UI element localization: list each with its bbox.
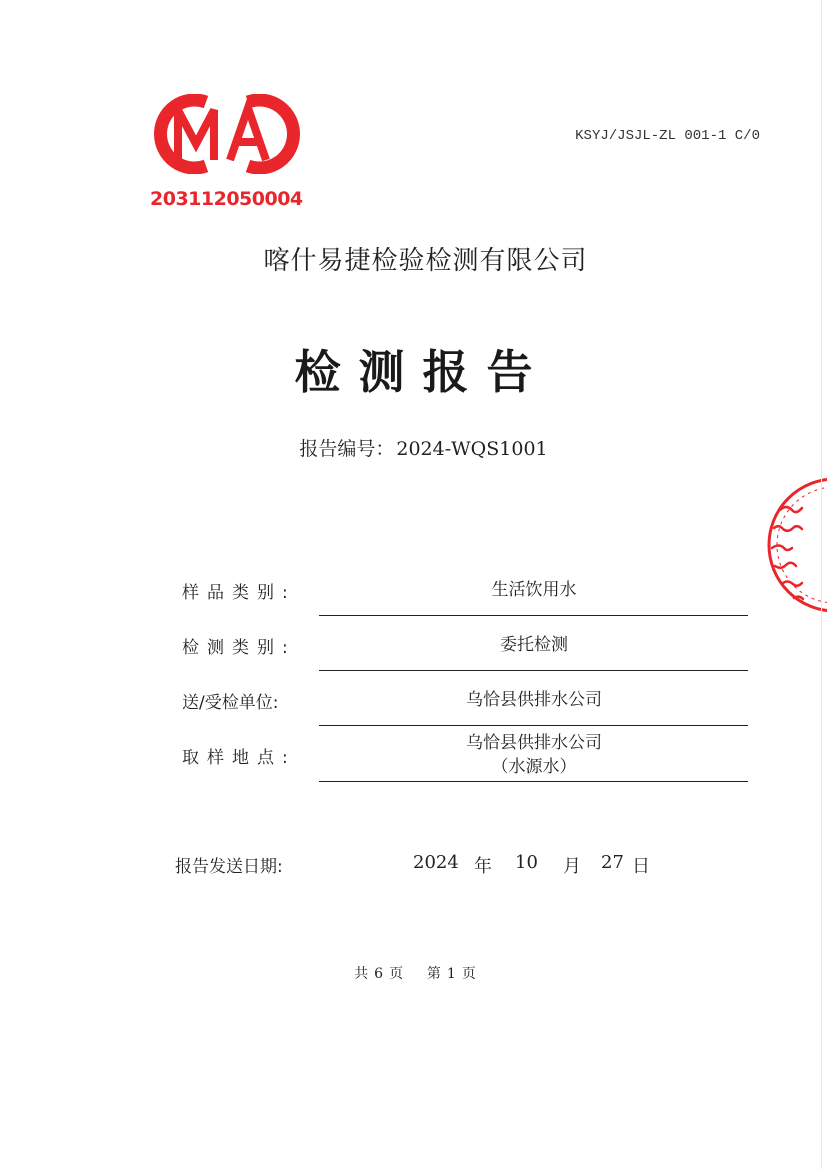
- report-number: [0, 434, 827, 461]
- underline: [319, 781, 748, 782]
- underline: [319, 725, 748, 726]
- report-title: 检测报告: [294, 345, 551, 399]
- send-date-year: 2024: [413, 852, 459, 873]
- send-date-month: 10: [515, 852, 538, 873]
- report-number-value: 2024-WQS1001: [396, 438, 548, 460]
- page-total-prefix: 共: [354, 966, 369, 982]
- document-code: KSYJ/JSJL-ZL 001-1 C/0: [575, 128, 760, 144]
- test-type-value: 委托检测: [500, 635, 568, 655]
- client-unit-label: 送/受检单位:: [182, 693, 279, 713]
- sampling-site-value: [320, 731, 748, 779]
- underline: [319, 670, 748, 671]
- page-current-prefix: 第: [426, 966, 441, 982]
- page-indicator: [0, 963, 827, 983]
- underline: [319, 615, 748, 616]
- send-date-month-unit: 月: [563, 856, 581, 877]
- send-date-day-unit: 日: [632, 856, 650, 877]
- cma-code: 203112050004: [150, 188, 303, 210]
- page-edge: [821, 0, 822, 1169]
- test-type-label: 检测类别:: [182, 638, 296, 658]
- sample-type-label: 样品类别:: [182, 583, 296, 603]
- sampling-site-line1: 乌恰县供排水公司: [466, 733, 602, 753]
- page-current-unit: 页: [461, 966, 476, 982]
- send-date-year-unit: 年: [474, 856, 492, 877]
- client-unit-value: 乌恰县供排水公司: [466, 690, 602, 710]
- sampling-site-label: 取样地点:: [182, 748, 296, 768]
- page-current: 1: [446, 966, 456, 982]
- send-date-day: 27: [601, 852, 624, 873]
- sample-type-value: 生活饮用水: [491, 580, 577, 600]
- sampling-site-line2: （水源水）: [491, 757, 577, 777]
- company-name: 喀什易捷检验检测有限公司: [263, 246, 588, 276]
- page-total: 6: [374, 966, 384, 982]
- cma-logo: [148, 94, 306, 174]
- page-total-unit: 页: [389, 966, 404, 982]
- report-number-label: 报告编号：: [299, 438, 395, 460]
- send-date-label: 报告发送日期:: [175, 857, 283, 877]
- official-seal-icon: [760, 470, 827, 620]
